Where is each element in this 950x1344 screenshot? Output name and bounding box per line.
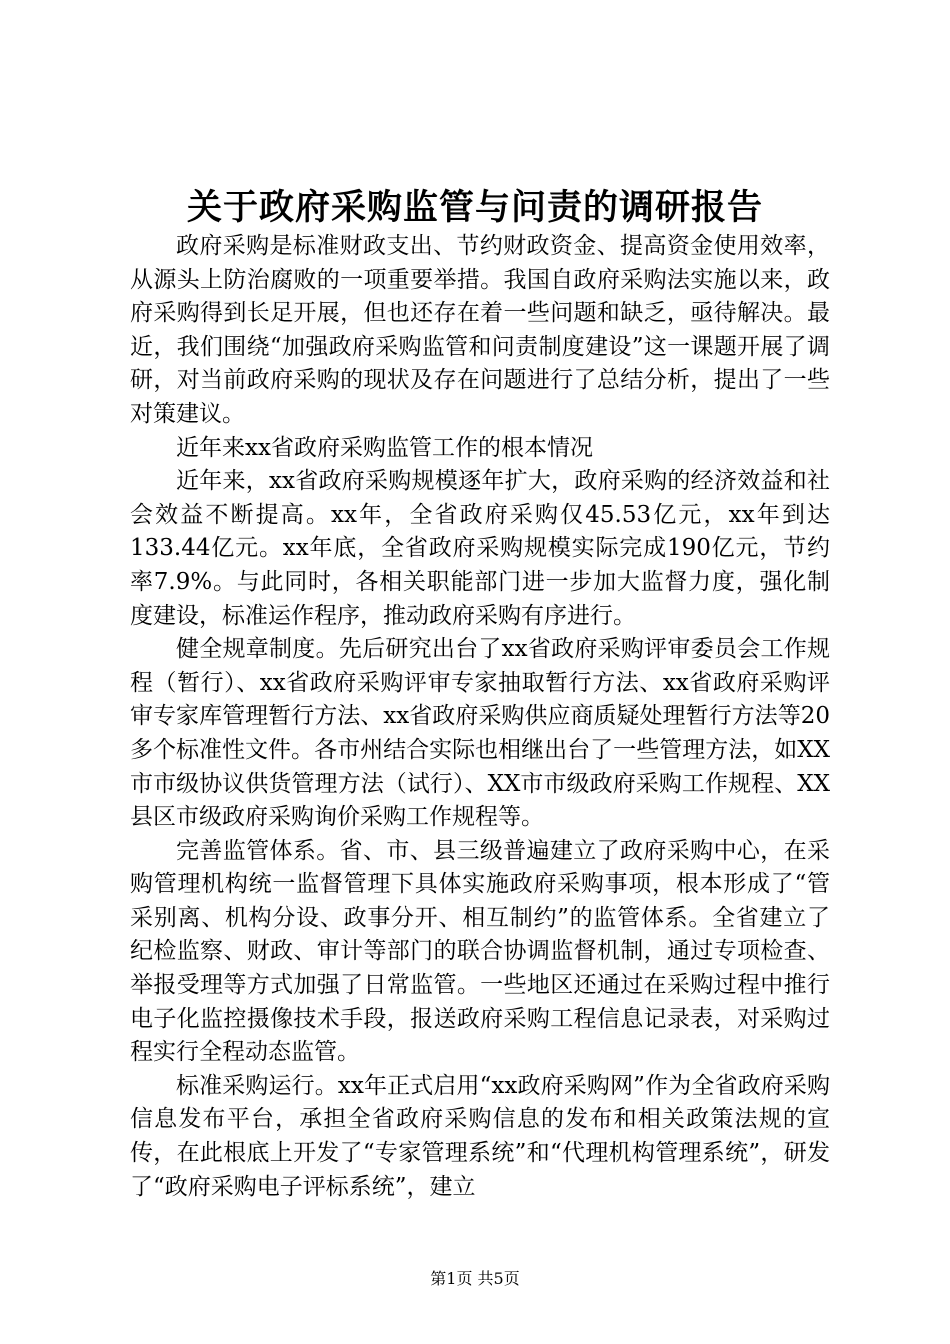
paragraph-overview: 近年来，xx省政府采购规模逐年扩大，政府采购的经济效益和社会效益不断提高。xx年，全省政府采购仅45.53亿元，xx年到达133.44亿元。xx年底，全省政府采购规模实际完成190亿元，节约率7.9%。与此同时，各相关职能部门进一步加大监督力度，强化制度建设，标准运作程序，推动政府采购有序进行。	[130, 468, 830, 629]
paragraph-supervision: 完善监管体系。省、市、县三级普遍建立了政府采购中心，在采购管理机构统一监督管理下具体实施政府采购事项，根本形成了“管采别离、机构分设、政事分开、相互制约”的监管体系。全省建立了纪检监察、财政、审计等部门的联合协调监督机制，通过专项检查、举报受理等方式加强了日常监管。一些地区还通过在采购过程中推行电子化监控摄像技术手段，报送政府采购工程信息记录表，对采购过程实行全程动态监管。	[130, 837, 830, 1066]
document-body	[130, 230, 830, 1204]
section-heading: 近年来xx省政府采购监管工作的根本情况	[176, 434, 593, 461]
page-footer: 第1页 共5页	[430, 1269, 520, 1288]
paragraph-operation: 标准采购运行。xx年正式启用“xx政府采购网”作为全省政府采购信息发布平台，承担全省政府采购信息的发布和相关政策法规的宣传，在此根底上开发了“专家管理系统”和“代理机构管理系统”，研发了“政府采购电子评标系统”，建立	[130, 1072, 830, 1200]
paragraph-intro: 政府采购是标准财政支出、节约财政资金、提高资金使用效率，从源头上防治腐败的一项重要举措。我国自政府采购法实施以来，政府采购得到长足开展，但也还存在着一些问题和缺乏，亟待解决。最近，我们围绕“加强政府采购监管和问责制度建设”这一课题开展了调研，对当前政府采购的现状及存在问题进行了总结分析，提出了一些对策建议。	[130, 233, 830, 427]
document-title: 关于政府采购监管与问责的调研报告	[186, 187, 763, 228]
paragraph-regulations: 健全规章制度。先后研究出台了xx省政府采购评审委员会工作规程（暂行）、xx省政府采购评审专家抽取暂行方法、xx省政府采购评审专家库管理暂行方法、xx省政府采购供应商质疑处理暂行方法等20多个标准性文件。各市州结合实际也相继出台了一些管理方法，如XX市市级协议供货管理方法（试行）、XX市市级政府采购工作规程、XX县区市级政府采购询价采购工作规程等。	[130, 636, 830, 831]
